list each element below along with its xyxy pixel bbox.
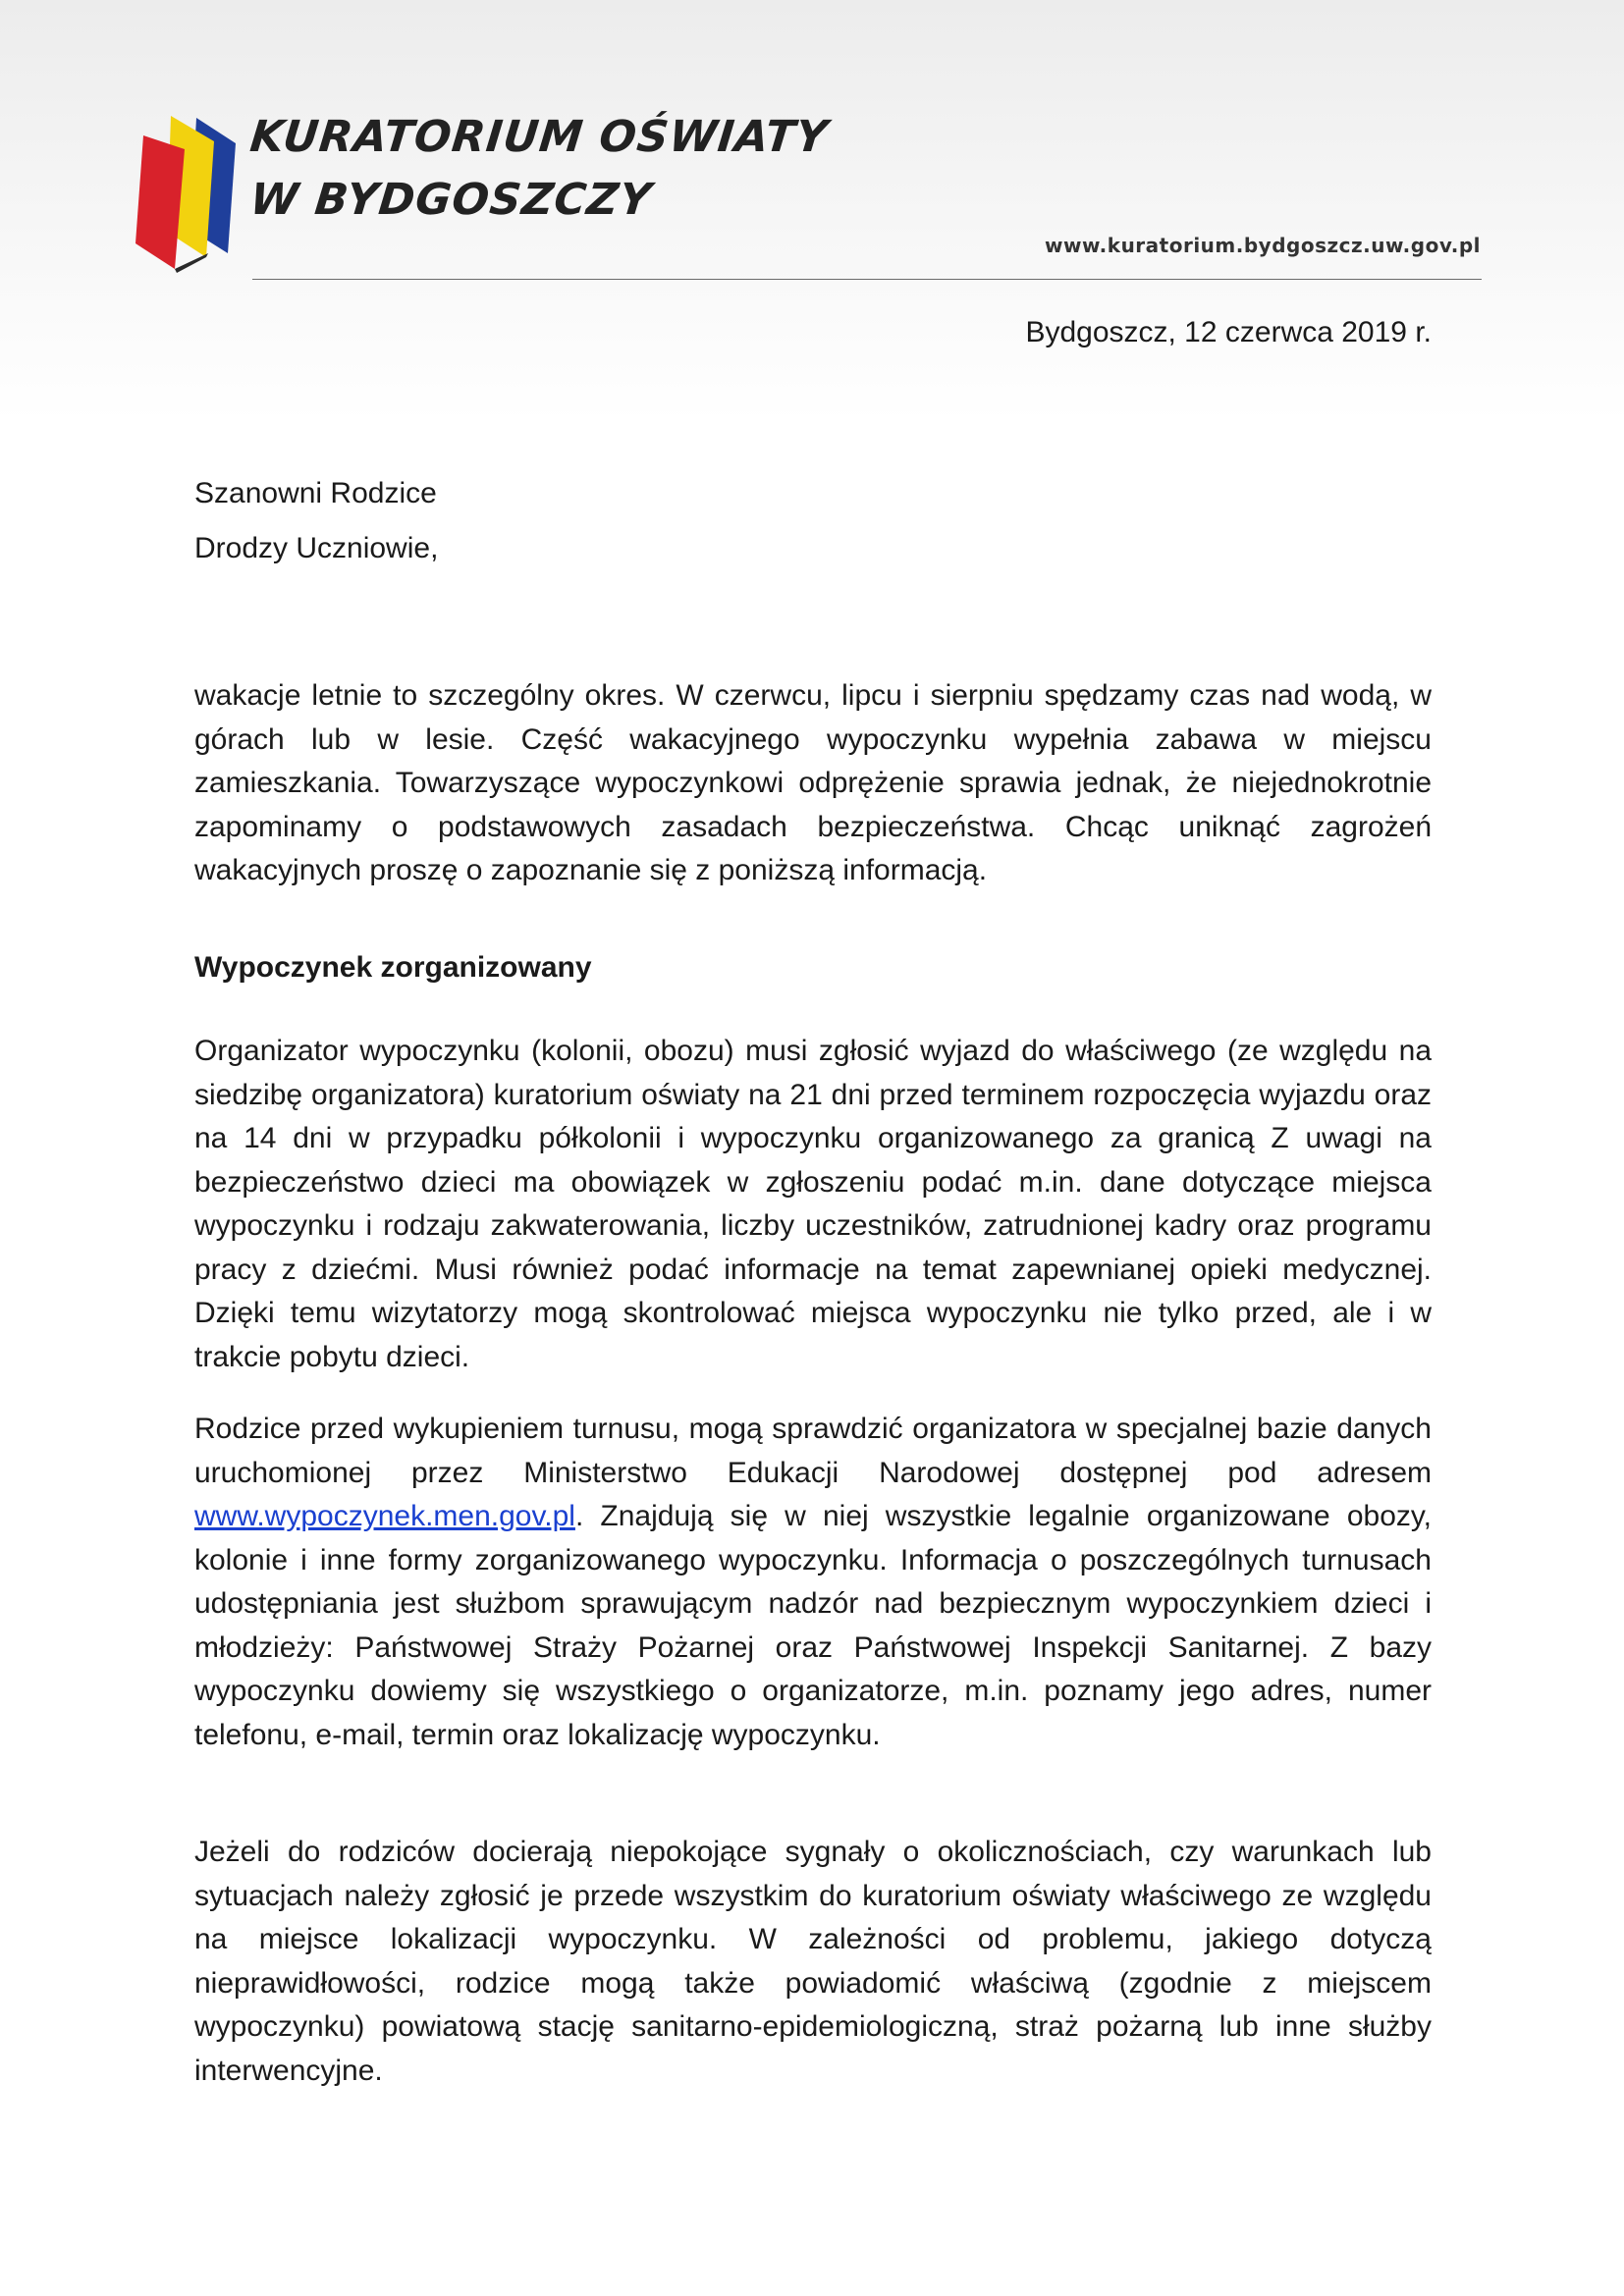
wypoczynek-database-link[interactable]: www.wypoczynek.men.gov.pl — [194, 1500, 575, 1532]
header-divider — [252, 279, 1482, 280]
paragraph-database-text-2: . Znajdują się w niej wszystkie legalnie organizowane obozy, kolonie i inne formy zorganizowanego wypoczynku. Informacja o poszczególnych turnusach udostępniania jest służbom sprawującym nadzór nad bezpiecznym wypoczynkiem dzieci i młodzieży: Państwowej Straży Pożarnej oraz Państwowej Inspekcji Sanitarnej. Z bazy wypoczynku dowiemy się wszystkiego o organizatorze, m.in. poznamy jego adres, numer telefonu, e-mail, termin oraz lokalizację wypoczynku. — [194, 1500, 1432, 1751]
header-website: www.kuratorium.bydgoszcz.uw.gov.pl — [1045, 234, 1481, 257]
paragraph-database-text-1: Rodzice przed wykupieniem turnusu, mogą sprawdzić organizatora w specjalnej bazie danych uruchomionej przez Ministerstwo Edukacji Narodowej dostępnej pod adresem — [194, 1413, 1432, 1489]
letter-date: Bydgoszcz, 12 czerwca 2019 r. — [1025, 316, 1432, 348]
organization-name-line-1: KURATORIUM OŚWIATY — [247, 112, 831, 162]
salutation-parents: Szanowni Rodzice — [194, 477, 437, 509]
intro-paragraph: wakacje letnie to szczególny okres. W czerwcu, lipcu i sierpniu spędzamy czas nad wodą, w górach lub w lesie. Część wakacyjnego wypoczynku wypełnia zabawa w miejscu zamieszkania. Towarzyszące wypoczynkowi odprężenie sprawia jednak, że niejednokrotnie zapominamy o podstawowych zasadach bezpieczeństwa. Chcąc uniknąć zagrożeń wakacyjnych proszę o zapoznanie się z poniższą informacją. — [194, 679, 1432, 886]
paragraph-reporting-problems: Jeżeli do rodziców docierają niepokojące sygnały o okolicznościach, czy warunkach lub sytuacjach należy zgłosić je przede wszystkim do kuratorium oświaty właściwego ze względu na miejsce lokalizacji wypoczynku. W zależności od problemu, jakiego dotyczą nieprawidłowości, rodzice mogą także powiadomić właściwą (zgodnie z miejscem wypoczynku) powiatową stację sanitarno-epidemiologiczną, straż pożarną lub inne służby interwencyjne. — [194, 1836, 1432, 2087]
organization-name — [247, 112, 831, 225]
organization-name-line-2: W BYDGOSZCZY — [247, 175, 655, 225]
paragraph-database-check — [194, 1408, 1432, 1757]
section-heading: Wypoczynek zorganizowany — [194, 951, 592, 984]
salutation — [194, 466, 438, 576]
paragraph-organizer-requirements: Organizator wypoczynku (kolonii, obozu) musi zgłosić wyjazd do właściwego (ze względu na siedzibę organizatora) kuratorium oświaty na 21 dni przed terminem rozpoczęcia wyjazdu oraz na 14 dni w przypadku półkolonii i wypoczynku organizowanego za granicą Z uwagi na bezpieczeństwo dzieci ma obowiązek w zgłoszeniu podać m.in. dane dotyczące miejsca wypoczynku i rodzaju zakwaterowania, liczby uczestników, zatrudnionej kadry oraz programu pracy z dziećmi. Musi również podać informacje na temat zapewnianej opieki medycznej. Dzięki temu wizytatorzy mogą skontrolować miejsca wypoczynku nie tylko przed, ale i w trakcie pobytu dzieci. — [194, 1035, 1432, 1373]
salutation-students: Drodzy Uczniowie, — [194, 532, 439, 564]
